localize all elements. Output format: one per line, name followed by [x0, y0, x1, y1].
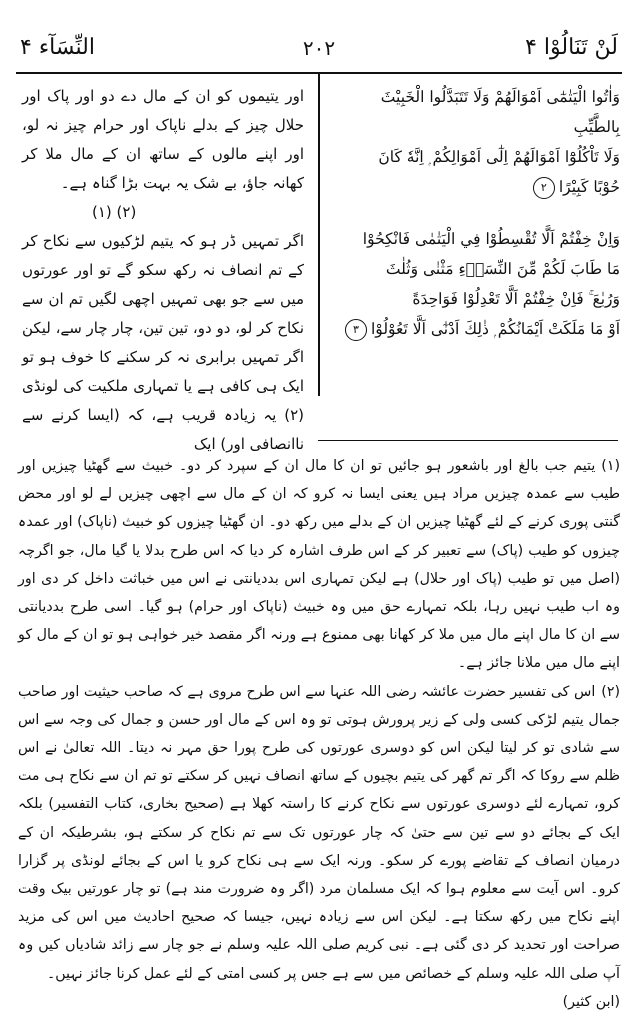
- footnote-2: [18, 678, 620, 988]
- arabic-text-column: [330, 82, 620, 344]
- footnote-divider: [318, 440, 618, 441]
- ayah-number-marker: ۳: [345, 319, 367, 341]
- footnotes-section: [18, 452, 620, 1016]
- footnote-2-source: (ابن کثیر): [562, 993, 620, 1010]
- translation-paragraph-2: اگر تمہیں ڈر ہو کہ یتیم لڑکیوں سے نکاح کر کے تم انصاف نہ رکھ سکو گے تو اور عورتوں میں سے جو بھی تمہیں اچھی لگیں تم ان سے نکاح کر لو، دو دو، تین تین، چار چار سے، لیکن اگر تمہیں برابری نہ کر سکنے کا خوف ہو تو ایک ہی کافی ہے یا تمہاری ملکیت کی لونڈی (۲) یہ زیادہ قریب ہے، کہ (ایسا کرنے سے ناانصافی اور) ایک: [22, 232, 304, 453]
- footnote-1: [18, 452, 620, 678]
- footnote-1-number: (۱): [601, 458, 620, 474]
- page-number: ۲۰۲: [302, 36, 336, 60]
- verse-3-line-3: وَرُبٰعَ ۚ فَاِنْ خِفْتُمْ اَلَّا تَعْدِلُوْا فَوَاحِدَةً: [412, 290, 620, 308]
- verse-3-line-1: وَاِنْ خِفْتُمْ اَلَّا تُقْسِطُوْا فِي الْيَتٰمٰى فَانْكِحُوْا: [362, 230, 620, 248]
- urdu-translation-column: [22, 82, 304, 459]
- column-divider: [318, 74, 320, 396]
- surah-title: النِّسَآء ۴: [20, 35, 95, 60]
- page-header: [16, 28, 622, 68]
- juz-title: لَنْ تَنَالُوْا ۴: [525, 35, 618, 60]
- footnote-1-text: یتیم جب بالغ اور باشعور ہو جائیں تو ان کا مال ان کے سپرد کر دو۔ خبیث سے گھٹیا چیزیں اور طیب سے عمدہ چیزیں مراد ہیں یعنی ایسا نہ کرو کہ ان کے مال سے اچھی چیزیں لے لو اور محض گنتی پوری کرنے کے لئے گھٹیا چیزیں ان کے بدلے میں رکھ دو۔ ان گھٹیا چیزوں کو خبیث (ناپاک) اور عمدہ چیزوں کو طیب (پاک) سے تعبیر کر کے اس طرف اشارہ کر دیا کہ اس طرح بدلا یا گیا مال، جو اگرچہ (اصل میں تو طیب (پاک اور حلال) ہے لیکن تمہاری اس بددیانتی نے اس میں خباثت داخل کر دی اور وہ اب طیب نہیں رہا، بلکہ تمہارے حق میں وہ خبیث (ناپاک اور حرام) ہو گیا۔ اسی طرح بددیانتی سے ان کا مال اپنے مال میں ملا کر کھانا بھی ممنوع ہے ورنہ اگر مقصد خیر خواہی ہو تو ان کے مال کو اپنے مال میں ملانا جائز ہے۔: [18, 458, 620, 672]
- verse-2-line-1: وَاٰتُوا الْيَتٰمٰٓى اَمْوَالَهُمْ وَلَا تَتَبَدَّلُوا الْخَبِيْثَ بِالطَّيِّبِ: [380, 88, 620, 136]
- verse-2-line-3: حُوْبًا كَبِيْرًا۲: [330, 172, 620, 202]
- translation-paragraph-1: اور یتیموں کو ان کے مال دے دو اور پاک اور حلال چیز کے بدلے ناپاک اور حرام چیز نہ لو، اور اپنے مالوں کے ساتھ ان کے مال ملا کر کھانہ جاؤ، بے شک یہ بہت بڑا گناہ ہے۔: [22, 87, 304, 192]
- verse-2-line-2: وَلَا تَاْكُلُوْٓا اَمْوَالَهُمْ اِلٰٓى اَمْوَالِكُمْ ۭ اِنَّهٗ كَانَ: [378, 148, 620, 166]
- verse-3-line-4: اَوْ مَا مَلَكَتْ اَيْمَانُكُمْ ۭ ذٰلِكَ اَدْنٰٓى اَلَّا تَعُوْلُوْا۳: [330, 314, 620, 344]
- footnote-2-text: اس کی تفسیر حضرت عائشہ رضی اللہ عنہا سے اس طرح مروی ہے کہ صاحب حیثیت اور صاحب جمال یتیم لڑکی کسی ولی کے زیر پرورش ہوتی تو وہ اس کے مال اور حسن و جمال کی وجہ سے اس سے شادی تو کر لیتا لیکن اس کو دوسری عورتوں کی طرح پورا حق مہر نہ دیتا۔ اللہ تعالیٰ نے اس ظلم سے روکا کہ اگر تم گھر کی یتیم بچیوں کے ساتھ انصاف نہیں کر سکتے تو تم ان سے نکاح ہی مت کرو، تمہارے لئے دوسری عورتوں سے نکاح کرنے کا راستہ کھلا ہے (صحیح بخاری، کتاب التفسیر) بلکہ ایک کے بجائے دو سے تین سے حتیٰ کہ چار عورتوں تک سے تم نکاح کر سکتے ہو، بشرطیکہ ان کے درمیان انصاف کے تقاضے پورے کر سکو۔ ورنہ ایک سے ہی نکاح کرو یا اس کے بجائے لونڈی پر گزارا کرو۔ اس آیت سے معلوم ہوا کہ ایک مسلمان مرد (اگر وہ ضرورت مند ہے) تو چار عورتیں بیک وقت اپنے نکاح میں رکھ سکتا ہے۔ لیکن اس سے زیادہ نہیں، جیسا کہ صحیح احادیث میں اس کی مزید صراحت اور تحدید کر دی گئی ہے۔ نبی کریم صلی اللہ علیہ وسلم نے جو چار سے زائد شادیاں کیں وہ آپ صلی اللہ علیہ وسلم کے خصائص میں سے ہے جس پر کسی امتی کے لئے عمل کرنا جائز نہیں۔: [18, 683, 620, 982]
- footnote-2-number: (۲): [601, 683, 620, 700]
- ayah-number-marker: ۲: [533, 177, 555, 199]
- verse-3-line-2: مَا طَابَ لَكُمْ مِّنَ النِّسَاۗءِ مَثْنٰى وَثُلٰثَ: [385, 260, 620, 278]
- footnote-reference: (۲) (۱): [92, 203, 137, 221]
